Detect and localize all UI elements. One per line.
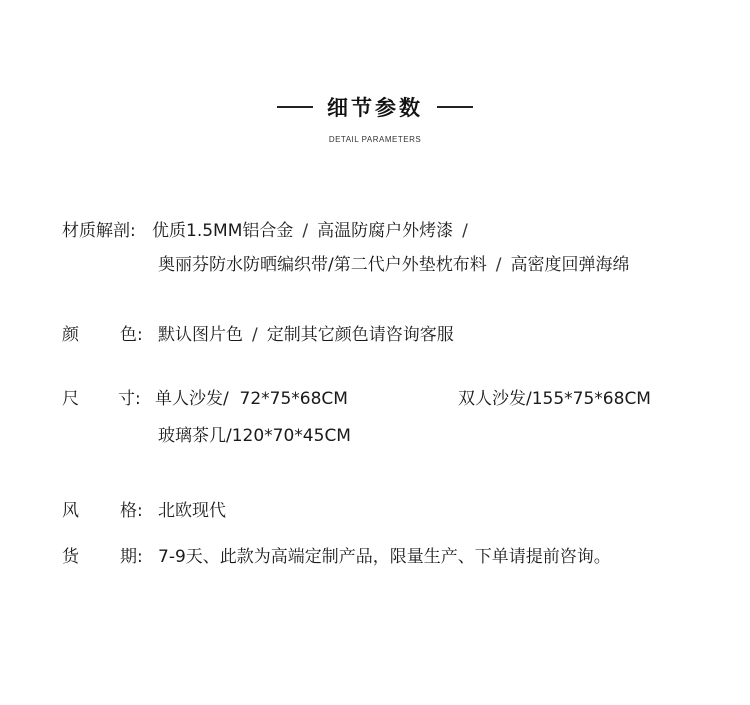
size-label-second: 寸:	[118, 389, 141, 409]
delivery-label-second: 期:	[120, 547, 143, 567]
style-label-second: 格:	[120, 501, 143, 521]
color-separator: /	[252, 325, 258, 345]
material-item-4: 高密度回弹海绵	[510, 255, 630, 275]
title-right-rule	[437, 106, 473, 108]
material-label: 材质解剖:	[62, 221, 136, 241]
material-row-continued	[158, 255, 629, 275]
color-item-2: 定制其它颜色请咨询客服	[266, 325, 454, 345]
delivery-value: 7-9天、此款为高端定制产品，限量生产、下单请提前咨询。	[158, 547, 611, 567]
style-label-first: 风	[62, 501, 79, 521]
page-title: 细节参数	[327, 96, 423, 120]
page-subtitle: DETAIL PARAMETERS	[328, 135, 422, 144]
delivery-label-first: 货	[62, 547, 79, 567]
material-separator-3: /	[495, 255, 502, 275]
size-double-sofa: 双人沙发/155*75*68CM	[458, 389, 651, 409]
color-values	[158, 325, 454, 345]
title-left-rule	[277, 106, 313, 108]
material-row	[62, 221, 477, 241]
size-label-first: 尺	[62, 389, 79, 409]
color-item-1: 默认图片色	[158, 325, 243, 345]
material-item-2: 高温防腐户外烤漆	[317, 221, 454, 241]
title-row	[0, 92, 750, 122]
section-heading	[0, 92, 750, 144]
material-separator-2: /	[462, 221, 468, 241]
color-label-second: 色:	[120, 325, 143, 345]
size-single-sofa: 单人沙发/ 72*75*68CM	[155, 389, 348, 409]
material-separator-1: /	[302, 221, 309, 241]
style-value: 北欧现代	[158, 501, 226, 521]
size-glass-table: 玻璃茶几/120*70*45CM	[158, 426, 351, 446]
color-label-first: 颜	[62, 325, 79, 345]
material-item-1: 优质1.5MM铝合金	[152, 221, 294, 241]
material-item-3: 奥丽芬防水防晒编织带/第二代户外垫枕布料	[158, 255, 487, 275]
